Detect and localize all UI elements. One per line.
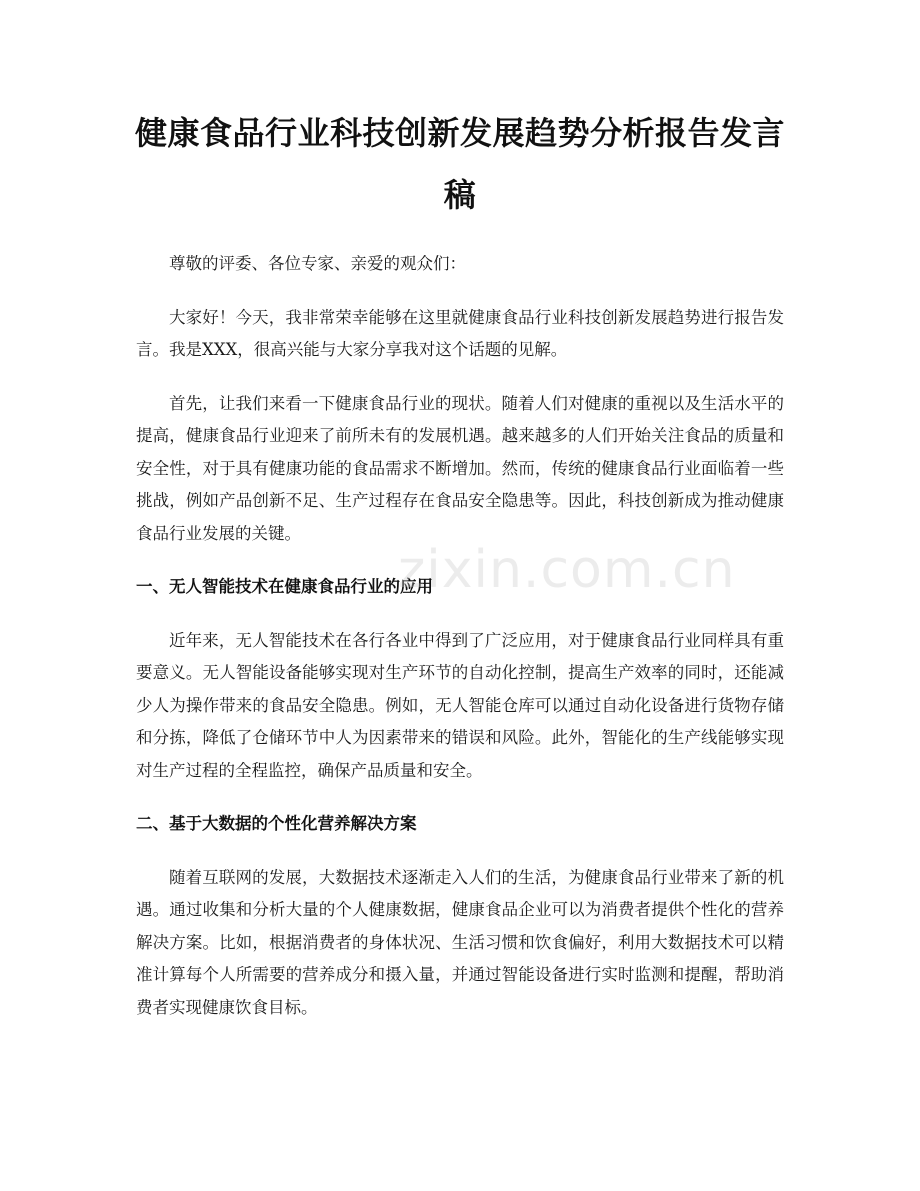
section-heading-2: 二、基于大数据的个性化营养解决方案 — [136, 814, 417, 833]
section-1-paragraph: 近年来，无人智能技术在各行各业中得到了广泛应用，对于健康食品行业同样具有重要意义。无人智能设备能够实现对生产环节的自动化控制，提高生产效率的同时，还能减少人为操作带来的食品安全隐患。例如，无人智能仓库可以通过自动化设备进行货物存储和分拣，降低了仓储环节中人为因素带来的错误和风险。此外，智能化的生产线能够实现对生产过程的全程监控，确保产品质量和安全。 — [136, 630, 784, 780]
intro-paragraph: 大家好！今天，我非常荣幸能够在这里就健康食品行业科技创新发展趋势进行报告发言。我是XXX，很高兴能与大家分享我对这个话题的见解。 — [136, 307, 784, 359]
section-2-paragraph: 随着互联网的发展，大数据技术逐渐走入人们的生活，为健康食品行业带来了新的机遇。通过收集和分析大量的个人健康数据，健康食品企业可以为消费者提供个性化的营养解决方案。比如，根据消费者的身体状况、生活习惯和饮食偏好，利用大数据技术可以精准计算每个人所需要的营养成分和摄入量，并通过智能设备进行实时监测和提醒，帮助消费者实现健康饮食目标。 — [136, 867, 784, 1017]
watermark-text: zixin.com.cn — [398, 540, 736, 600]
salutation-paragraph: 尊敬的评委、各位专家、亲爱的观众们： — [169, 254, 466, 273]
document-title: 健康食品行业科技创新发展趋势分析报告发言稿 — [134, 114, 785, 214]
section-heading-1: 一、无人智能技术在健康食品行业的应用 — [136, 577, 433, 596]
industry-status-paragraph: 首先，让我们来看一下健康食品行业的现状。随着人们对健康的重视以及生活水平的提高，健康食品行业迎来了前所未有的发展机遇。越来越多的人们开始关注食品的质量和安全性，对于具有健康功能的食品需求不断增加。然而，传统的健康食品行业面临着一些挑战，例如产品创新不足、生产过程存在食品安全隐患等。因此，科技创新成为推动健康食品行业发展的关键。 — [136, 393, 784, 543]
document-body — [136, 248, 784, 1045]
